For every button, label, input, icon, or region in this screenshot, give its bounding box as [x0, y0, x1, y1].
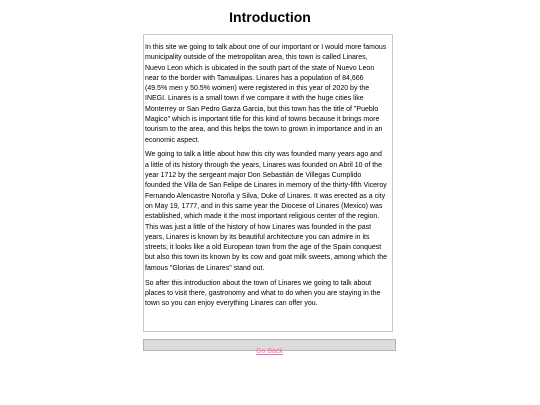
closing-paragraph: So after this introduction about the town of Linares we going to talk about places to visit there, gastronomy and what to do when you are staying in the town so you can enjoy everything Linares can offer you.	[145, 279, 381, 308]
go-back-link[interactable]: Go Back	[256, 348, 283, 355]
history-paragraph: We going to talk a little about how this city was founded many years ago and a little of its history through the years, Linares was founded on Abril 10 of the year 1712 by the sergeant major Don Sebastián de Villegas Cumplido founded the Villa de San Felipe de Linares in memory of the thirty-fifth Viceroy Fernando Alencastre Noroña y Silva, Duke of Linares. It was erected as a city on May 19, 1777, and in this same year the Diocese of Linares (Mexico) was established, which made it the most important religious center of the region. This was just a little of the history of how Linares was founded in the past years, Linares is known by its beautiful architecture you can admire in its streets, it looks like a old European town from the age of the Spain conquest but also this town its known by its cow and goat milk sweets, among which the famous "Glorias de Linares" stand out.	[145, 151, 388, 272]
intro-paragraph: In this site we going to talk about one of our important or I would more famous municipality outside of the metropolitan area, this town is called Linares, Nuevo Leon which is ubicated in the south part of the state of Nuevo Leon near to the border with Tamaulipas. Linares has a population of 84,666 (49.5% men y 50.5% women) were registered in this year of 2020 by the INEGI. Linares is a small town if we compare it with the huge cities like Monterrey or San Pedro Garza Garcia, but this town has the title of "Pueblo Magico" which is important title for this kind of towns because it brings more tourism to the area, and this helps the town to grown in importance and in an economic aspect.	[145, 44, 387, 144]
content-box	[143, 34, 393, 332]
page-title: Introduction	[229, 9, 311, 25]
go-back-bar	[143, 339, 396, 355]
